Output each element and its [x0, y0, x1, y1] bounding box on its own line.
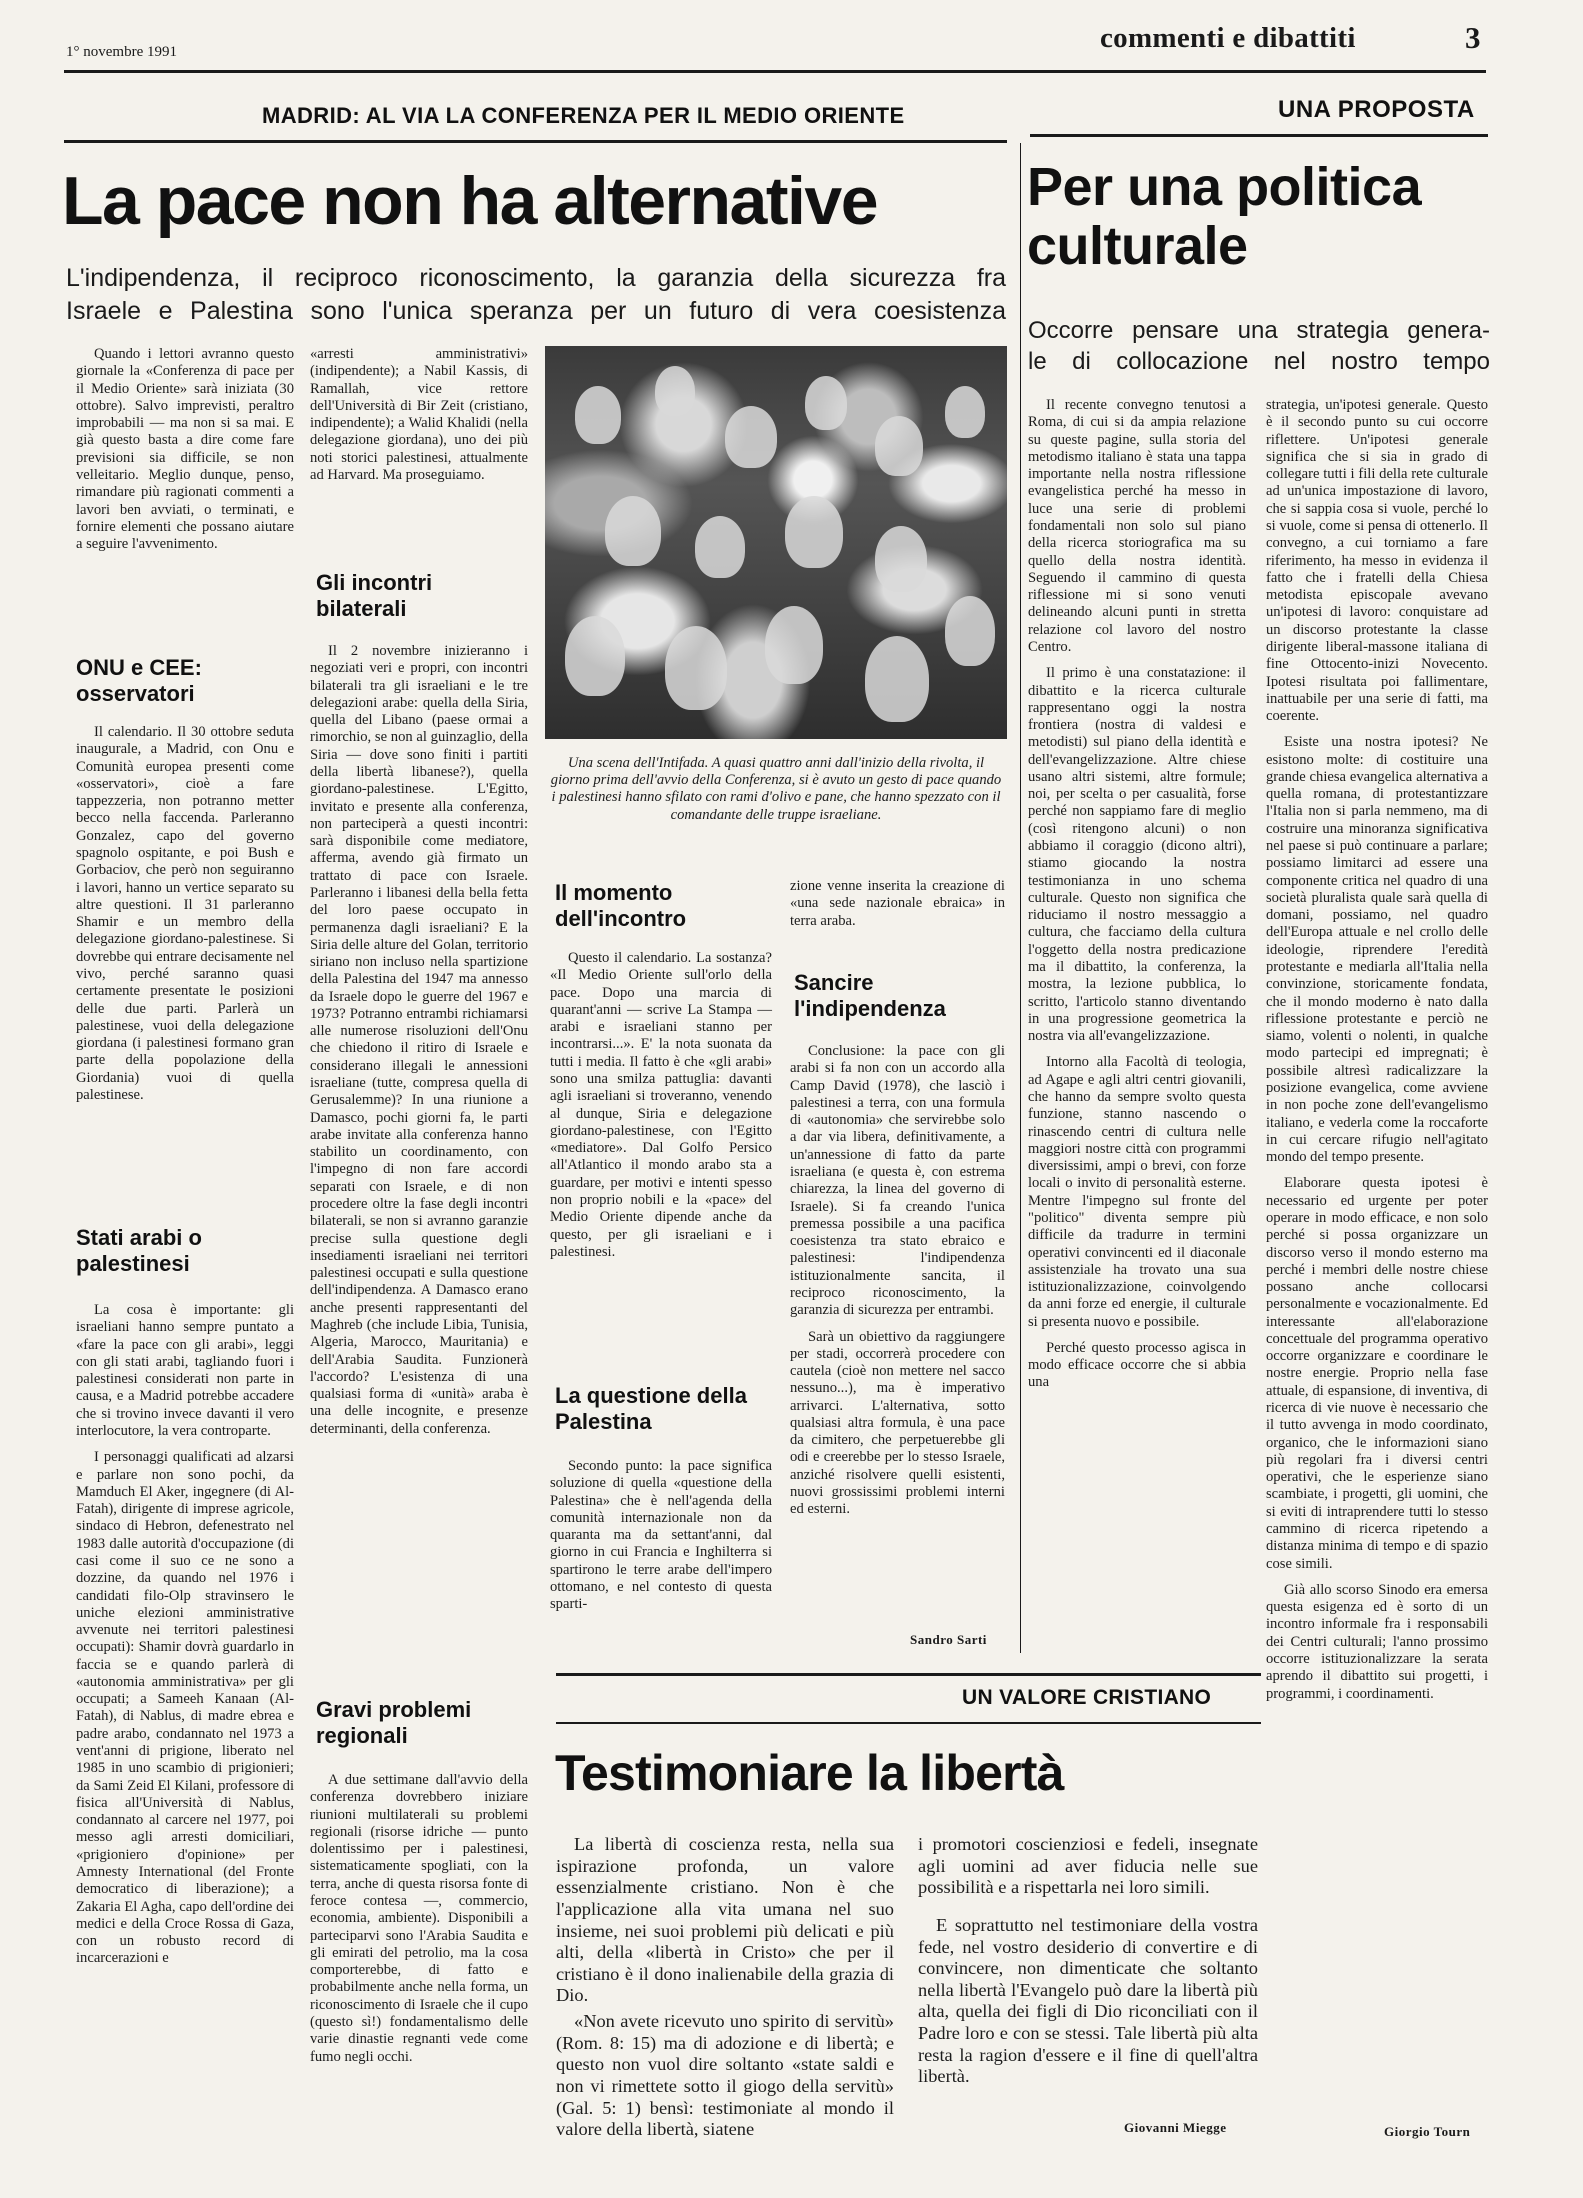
paragraph: i promotori coscienziosi e fedeli, insegnate agli uomini ad aver fiducia nelle sue possibilità e a rispettarla nei loro simili.: [918, 1834, 1258, 1898]
main-col3-momento: [550, 950, 772, 1261]
right-standfirst: [1028, 315, 1490, 377]
subhead-questione: La questione della Palestina: [555, 1383, 747, 1434]
intifada-photo: [545, 346, 1007, 739]
bottom-kicker: UN VALORE CRISTIANO: [962, 1686, 1212, 1709]
right-title-line-2: culturale: [1027, 216, 1248, 277]
paragraph: zione venne inserita la creazione di «una sede nazionale ebraica» in terra araba.: [790, 878, 1005, 929]
main-col2-gravi: [310, 1772, 528, 2066]
bottom-col1: [556, 1834, 894, 2141]
main-col4-sancire: [790, 1043, 1005, 1519]
main-standfirst-line-1: L'indipendenza, il reciproco riconoscimento, la garanzia della sicurezza fra: [66, 264, 1006, 292]
paragraph: Secondo punto: la pace significa soluzione di quella «questione della Palestina» che è nell'agenda della comunità internazionale non da quaranta ma da settant'anni, dal giorno in cui Francia e Inghilterra si spartirono le terre arabe dell'impero ottomano, e nel contesto di questa sparti-: [550, 1458, 772, 1613]
paragraph: La libertà di coscienza resta, nella sua ispirazione profonda, un valore essenzialmente cristiano. Non è che l'applicazione alla vita umana nel suo insieme, nei suoi problemi più delicati e più alti, della «libertà in Cristo» che per il cristiano è il dono inalienabile della grazia di Dio.: [556, 1834, 894, 2006]
subhead-incontri: Gli incontri bilaterali: [316, 570, 433, 621]
right-col1: [1028, 397, 1246, 1392]
main-col1-intro: [76, 346, 294, 553]
page-date: 1° novembre 1991: [66, 44, 177, 60]
main-col2-intro: [310, 346, 528, 484]
right-standfirst-line-1: Occorre pensare una strategia genera-: [1028, 317, 1490, 344]
paragraph: Quando i lettori avranno questo giornale la «Conferenza di pace per il Medio Oriente» sarà iniziata (30 ottobre). Salvo imprevisti, peraltro improbabili — ma non si sa mai. E già questo basta a dire come fare previsioni sia difficile, se non velleitario. Meglio dunque, penso, rimandare più ragionati commenti a lavori ben avviati, o terminati, e fornire elementi che possano aiutare a seguire l'avvenimento.: [76, 346, 294, 553]
subhead-sancire: Sancire l'indipendenza: [794, 970, 946, 1021]
main-col1-stati: [76, 1302, 294, 1968]
paragraph: Elaborare questa ipotesi è necessario ed urgente per poter operare in modo efficace, e non solo perché si possa organizzare un discorso verso il mondo esterno ma perché i membri delle nostre chiese possano anche collocarsi personalmente e vocazionalmente. Ed interessante all'elaborazione concettuale del programma operativo occorre organizzare e coordinare le nostre energie. Proprio nella fase attuale, di espansione, di inventiva, di ricerca di vie nuove è necessario che il tutto avvenga in modo coordinato, organico, che le informazioni siano più regolari fra i diversi centri operativi, che le esperienze siano scambiate, i progetti, gli uomini, che si eviti di intraprendere tutti lo stesso cammino di ricerca ripetendo a distanza minima di tempo e di spazio cose simili.: [1266, 1175, 1488, 1572]
paragraph: Perché questo processo agisca in modo efficace occorre che si abbia una: [1028, 1339, 1246, 1391]
main-kicker: MADRID: AL VIA LA CONFERENZA PER IL MEDIO ORIENTE: [262, 103, 905, 128]
subhead-stati: Stati arabi o palestinesi: [76, 1225, 202, 1276]
right-kicker: UNA PROPOSTA: [1278, 96, 1475, 123]
paragraph: La cosa è importante: gli israeliani hanno sempre puntato a «fare la pace con gli arabi», leggi con gli stati arabi, tagliando fuori i palestinesi considerati non parte in causa, e a Madrid potrebbe accadere che si trovino invece davanti il vero interlocutore, la vera controparte.: [76, 1302, 294, 1439]
main-standfirst-line-2: Israele e Palestina sono l'unica speranza per un futuro di vera coesistenza: [66, 296, 1006, 325]
main-col3-questione: [550, 1458, 772, 1614]
main-standfirst: [66, 262, 1006, 327]
main-col1-onu: [76, 724, 294, 1104]
paragraph: Già allo scorso Sinodo era emersa questa esigenza ed è sorto di un incontro informale fra i responsabili dei Centri culturali; l'anno prossimo occorre istituzionalizzare la serata aprendo il dibattito sui progetti, i programmi, i coordinamenti.: [1266, 1581, 1488, 1702]
paragraph: strategia, un'ipotesi generale. Questo è il secondo punto su cui occorre riflettere. Un'ipotesi generale significa che si sia in grado di collegare tutti i fili della rete culturale ad un'unica impostazione di lavoro, che si sappia cosa si vuole, perché lo si vuole, come si pensa di ottenerlo. Il convegno, a cui torniamo a fare riferimento, ha messo in evidenza il fatto che i fratelli della Chiesa metodista episcopale avevano un'ipotesi di lavoro: conquistare ad un discorso protestante la classe dirigente liberal-massone italiana di fine Ottocento-inizi Novecento. Ipotesi risultata poi fallimentare, inattuabile per una serie di fatti, ma coerente.: [1266, 397, 1488, 725]
paragraph: A due settimane dall'avvio della conferenza dovrebbero iniziare riunioni multilaterali su problemi regionali (risorse idriche — punto dolentissimo per i palestinesi, sistematicamente spogliati, con la terra, anche di questa risorsa fonte di feroce contesa —, commercio, economia, ambiente). Disponibili a parteciparvi sono l'Arabia Saudita e gli emirati del petrolio, ma la cosa comporterebbe, di fatto e probabilmente anche nella forma, un riconoscimento di Israele che il cupo (questo sì!) fondamentalismo delle varie dinastie regnanti vede come fumo negli occhi.: [310, 1772, 528, 2065]
paragraph: Il primo è una constatazione: il dibattito e la ricerca culturale rappresentano oggi la nostra frontiera (nostra di valdesi e metodisti) sul piano della identità e dell'evangelizzazione. Altre chiese usano altri sistemi, altre formule; noi, per scelta o per casualità, forse perché non sappiamo fare di meglio (così ritengono alcuni) o non abbiamo il coraggio (dicono altri), stiamo giocando la nostra testimonianza in uno schema culturale. Questo non significa che riduciamo il nostro messaggio a cultura, che facciamo della cultura l'oggetto della nostra predicazione ma il dibattito, la conferenza, la mostra, la lezione pubblica, lo scritto, l'articolo stanno diventando in una progressione geometrica la nostra via all'evangelizzazione.: [1028, 665, 1246, 1045]
subhead-onu: ONU e CEE: osservatori: [76, 655, 202, 706]
header-rule: [64, 70, 1486, 73]
paragraph: Sarà un obiettivo da raggiungere per stadi, occorrerà procedere con cautela (cioè non mettere nel sacco nessuno...), ma è imperativo arrivarci. L'alternativa, sotto qualsiasi altra formula, è una pace da cimitero, che perpetuerebbe gli odi e creerebbe per lo stesso Israele, anziché risolvere quelli esistenti, nuovi grossissimi problemi interni ed esterni.: [790, 1328, 1005, 1518]
paragraph: «arresti amministrativi» (indipendente); a Nabil Kassis, di Ramallah, vice rettore dell'Università di Bir Zeit (cristiano, indipendente); a Walid Khalidi (nella delegazione giordana), uno dei più noti storici palestinesi, attualmente ad Harvard. Ma proseguiamo.: [310, 346, 528, 483]
paragraph: Esiste una nostra ipotesi? Ne esistono molte: di costituire una grande chiesa evangelica alternativa a quella romana, di protestantizzare l'Italia non si parla nemmeno, ma di costruire una minoranza significativa nel paese si può continuare a parlare; possiamo limitarci ad essere una componente critica nel quadro di una società pluralista quale sarà quella di domani, possiamo, nel quadro dell'Europa attuale e nel crollo delle ideologie, riprendere l'eredità protestante e mediarla all'Italia nella convinzione, storicamente fondata, che il mondo moderno è nato dalla riflessione protestante e perciò ne siamo, volenti o nolenti, in qualche modo partecipi ed impregnati; è possibile altresì radicalizzare la posizione evangelica, come avviene in non poche zone dell'evangelismo italiano, e vederla come la roccaforte in cui cercare rifugio nell'agitato mondo del tempo presente.: [1266, 734, 1488, 1166]
paragraph: Il 2 novembre inizieranno i negoziati veri e propri, con incontri bilaterali tra gli israeliani e le tre delegazioni arabe: quella della Siria, quella del Libano (paese ormai a rimorchio, se non al guinzaglio, della Siria — dove sono finiti i partiti della libertà libanese?), quella giordano-palestinese. L'Egitto, invitato e presente alla conferenza, non parteciperà a questi incontri: sarà disponibile come mediatore, afferma, avendo già firmato un trattato di pace con Israele. Parleranno i libanesi della bella fetta del loro paese occupato in permanenza dagli israeliani? E la Siria delle alture del Golan, territorio siriano non incluso nella spartizione della Palestina del 1947 ma annesso da Israele dopo le guerre del 1967 e 1973? Potranno entrambi richiamarsi alle numerose risoluzioni dell'Onu che chiedono il ritiro di Israele e considerano illegali le annessioni israeliane (tutte, compresa quella di Gerusalemme)? In una riunione a Damasco, pochi giorni fa, le parti arabe invitate alla conferenza hanno stabilito un coordinamento, con l'impegno di non fare accordi separati con Israele, e di non procedere oltre la fase degli incontri bilaterali, se non si avranno garanzie precise sulla questione degli insediamenti israeliani nei territori palestinesi occupati e sulla questione dell'indipendenza. A Damasco erano anche presenti rappresentanti del Maghreb (che include Libia, Tunisia, Algeria, Marocco, Mauritania) e dell'Arabia Saudita. Funzionerà l'accordo? L'esistenza di una qualsiasi forma di «unità» araba è una delle incognite, e presenze determinanti, della conferenza.: [310, 643, 528, 1437]
signature-tourn: Giorgio Tourn: [1384, 2124, 1471, 2139]
paragraph: E soprattutto nel testimoniare della vostra fede, nel vostro desiderio di convertire e di convincere, non dimenticate che soltanto nella libertà l'Evangelo può dare la libertà più alta, quella dei figli di Dio riconciliati con il Padre loro e con se stessi. Tale libertà più alta resta la ragion d'essere e il fine di quell'altra libertà.: [918, 1914, 1258, 2087]
paragraph: I personaggi qualificati ad alzarsi e parlare non sono pochi, da Mamduch El Aker, ingegnere (di Al-Fatah), dirigente di imprese agricole, sindaco di Hebron, defenestrato nel 1983 dalle autorità d'occupazione (di casi come il suo ce ne sono a dozzine, da quando nel 1976 i candidati filo-Olp stravinsero le uniche elezioni amministrative avvenute nei territori palestinesi occupati): Shamir dovrà guardarlo in faccia se e quando parlerà di «autonomia amministrativa» per gli occupati; a Sameeh Kanaan (Al-Fatah), di Nablus, di madre ebrea e padre arabo, condannato nel 1973 a vent'anni di prigione, liberato nel 1985 in uno scambio di prigionieri; da Sami Zeid El Kilani, professore di fisica all'Università di Nablus, condannato al carcere nel 1977, poi messo agli arresti domiciliari, «prigioniero d'opinione» per Amnesty International (del Fronte democratico di liberazione); a Zakaria El Agha, capo dell'ordine dei medici e della Croce Rossa di Gaza, con un robusto record di incarcerazioni e: [76, 1449, 294, 1967]
bottom-title: Testimoniare la libertà: [555, 1745, 1064, 1801]
main-kicker-rule: [64, 140, 1007, 143]
bottom-kicker-rule: [556, 1722, 1261, 1724]
bottom-top-rule: [556, 1673, 1261, 1676]
section-name: commenti e dibattiti: [1100, 22, 1356, 54]
photo-caption: Una scena dell'Intifada. A quasi quattro anni dall'inizio della rivolta, il giorno prima dell'avvio della Conferenza, si è avuto un gesto di pace quando i palestinesi hanno sfilato con rami d'olivo e pane, che hanno spezzato con il comandante delle truppe israeliane.: [550, 755, 1002, 823]
column-divider: [1020, 143, 1021, 1653]
right-kicker-rule: [1030, 134, 1488, 137]
paragraph: «Non avete ricevuto uno spirito di servitù» (Rom. 8: 15) ma di adozione e di libertà; e questo non vuol dire soltanto «state saldi e non vi rimettete sotto il giogo della servitù» (Gal. 5: 1) bensì: testimoniate al mondo il valore della libertà, siatene: [556, 2011, 894, 2140]
signature-sarti: Sandro Sarti: [910, 1632, 987, 1647]
main-title: La pace non ha alternative: [62, 163, 878, 239]
paragraph: Intorno alla Facoltà di teologia, ad Agape e agli altri centri giovanili, che hanno da sempre svolto questa funzione, stanno nascendo o rinascendo centri di cultura nelle maggiori nostre città con programmi diversissimi, ampi o brevi, con forze locali o invito di personalità esterne. Mentre l'impegno sul fronte del "politico" diventa sempre più difficile da tradurre in termini operativi convincenti ed il diaconale assistenziale ha trovato una sua istituzionalizzazione, coinvolgendo da anni forze ed energie, il culturale si presenta nuovo e possibile.: [1028, 1054, 1246, 1330]
paragraph: Conclusione: la pace con gli arabi si fa non con un accordo alla Camp David (1978), che lasciò i palestinesi a terra, con una formula di «autonomia» che servirebbe solo a dar via libera, definitivamente, a un'annessione di fatto da parte israeliana (e questa è, con estrema chiarezza, la linea del governo di Israele). Si fa creando l'unica premessa possibile a una pacifica coesistenza tra stato ebraico e palestinesi: l'indipendenza istituzionalmente sancita, il reciproco riconoscimento, la garanzia di sicurezza per entrambi.: [790, 1043, 1005, 1319]
main-col4-intro: [790, 878, 1005, 930]
subhead-gravi: Gravi problemi regionali: [316, 1697, 472, 1748]
paragraph: Il calendario. Il 30 ottobre seduta inaugurale, a Madrid, con Onu e Comunità europea presenti come «osservatori», cioè a fare tappezzeria, non potranno metter becco nella faccenda. Parleranno Gonzalez, capo del governo spagnolo ospitante, e poi Bush e Gorbaciov, che però non seguiranno i lavori, hanno un vertice separato su altre questioni. Il 31 parleranno Shamir e un membro della delegazione giordano-palestinese. Si dovrebbe qui entrare decisamente nel vivo, perché saranno quasi certamente presentate le posizioni delle due parti. Parlerà un palestinese, vuoi della delegazione giordana (i palestinesi formano gran parte della popolazione della Giordania) vuoi di quella palestinese.: [76, 724, 294, 1103]
paragraph: Il recente convegno tenutosi a Roma, di cui si da ampia relazione su queste pagine, sulla storia del metodismo italiano è stata una tappa importante nella nostra riflessione evangelistica perché ha messo in luce una serie di problemi fondamentali non solo sul piano della ricerca storiografica ma su quello della nostra identità. Seguendo il cammino di questa riflessione mi si sono venuti delineando alcuni punti in stretta relazione col lavoro del nostro Centro.: [1028, 397, 1246, 655]
subhead-momento: Il momento dell'incontro: [555, 880, 687, 931]
right-standfirst-line-2: le di collocazione nel nostro tempo: [1028, 348, 1490, 376]
right-col2: [1266, 397, 1488, 1703]
signature-miegge: Giovanni Miegge: [1124, 2120, 1227, 2135]
right-title-line-1: Per una politica: [1027, 157, 1422, 217]
paragraph: Questo il calendario. La sostanza? «Il Medio Oriente sull'orlo della pace. Dopo una marcia di quarant'anni — scrive La Stampa — arabi e israeliani stanno per incontrarsi...». E' la nota suonata da tutti i media. Il fatto è che «gli arabi» sono una smilza pattuglia: davanti agli israeliani si troveranno, venendo al dunque, Siria e delegazione giordano-palestinese, con l'Egitto «mediatore». Dal Golfo Persico all'Atlantico il mondo arabo sta a guardare, per motivi e intenti spesso non proprio nobili e la «pace» del Medio Oriente dipende anche da questo, per gli israeliani e i palestinesi.: [550, 950, 772, 1260]
main-col2-incontri: [310, 643, 528, 1438]
bottom-col2: [918, 1834, 1258, 2088]
right-title: [1027, 158, 1421, 277]
page-number: 3: [1465, 20, 1481, 55]
